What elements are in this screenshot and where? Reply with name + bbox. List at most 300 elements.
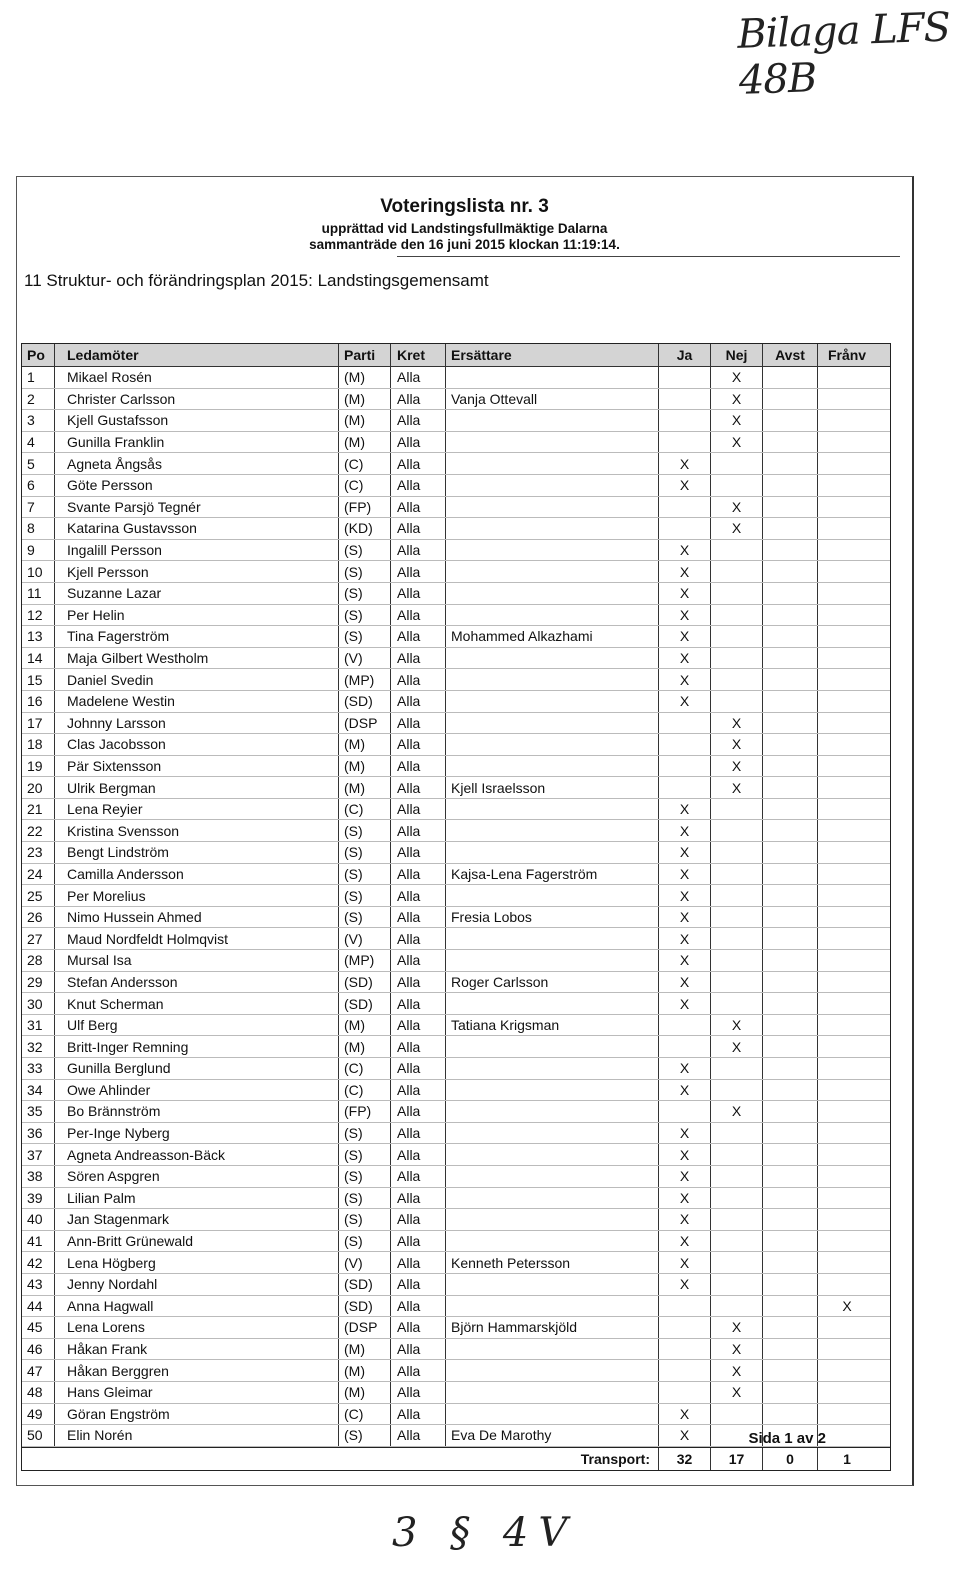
cell-ja: X	[659, 475, 711, 496]
cell-ersattare	[446, 691, 659, 712]
cell-nej: X	[711, 1036, 763, 1057]
cell-nej	[711, 1188, 763, 1209]
cell-parti: (V)	[339, 928, 391, 949]
cell-nej: X	[711, 367, 763, 388]
col-header-franv: Frånv	[827, 347, 867, 363]
cell-avst	[763, 1036, 818, 1057]
cell-nej: X	[711, 713, 763, 734]
transport-ja-total: 32	[659, 1448, 711, 1470]
cell-kret: Alla	[391, 799, 446, 820]
cell-franv	[818, 1317, 876, 1338]
cell-ersattare	[446, 1188, 659, 1209]
cell-parti: (SD)	[339, 691, 391, 712]
cell-po: 2	[22, 389, 55, 410]
cell-ja	[659, 1382, 711, 1403]
cell-nej: X	[711, 518, 763, 539]
cell-ja: X	[659, 864, 711, 885]
cell-nej: X	[711, 1101, 763, 1122]
cell-parti: (M)	[339, 1360, 391, 1381]
cell-ja: X	[659, 669, 711, 690]
cell-franv	[818, 475, 876, 496]
cell-name: Bo Brännström	[55, 1101, 339, 1122]
cell-name: Anna Hagwall	[55, 1296, 339, 1317]
cell-avst	[763, 864, 818, 885]
table-row	[22, 993, 890, 1015]
cell-avst	[763, 605, 818, 626]
cell-avst	[763, 842, 818, 863]
cell-name: Jenny Nordahl	[55, 1274, 339, 1295]
cell-franv	[818, 842, 876, 863]
cell-nej	[711, 1209, 763, 1230]
cell-nej	[711, 1404, 763, 1425]
cell-parti: (M)	[339, 367, 391, 388]
cell-nej	[711, 583, 763, 604]
cell-ja: X	[659, 605, 711, 626]
cell-kret: Alla	[391, 756, 446, 777]
cell-name: Britt-Inger Remning	[55, 1036, 339, 1057]
cell-name: Svante Parsjö Tegnér	[55, 497, 339, 518]
table-row	[22, 475, 890, 497]
cell-name: Kjell Persson	[55, 561, 339, 582]
cell-franv	[818, 1015, 876, 1036]
cell-name: Owe Ahlinder	[55, 1080, 339, 1101]
cell-po: 50	[22, 1425, 55, 1446]
cell-parti: (C)	[339, 1404, 391, 1425]
header-divider	[397, 256, 900, 257]
table-row	[22, 820, 890, 842]
cell-nej: X	[711, 1317, 763, 1338]
cell-nej: X	[711, 389, 763, 410]
cell-kret: Alla	[391, 389, 446, 410]
cell-kret: Alla	[391, 561, 446, 582]
cell-avst	[763, 583, 818, 604]
cell-avst	[763, 410, 818, 431]
cell-ja: X	[659, 1188, 711, 1209]
table-row	[22, 1317, 890, 1339]
cell-name: Ann-Britt Grünewald	[55, 1231, 339, 1252]
table-row	[22, 1123, 890, 1145]
cell-kret: Alla	[391, 1382, 446, 1403]
cell-ersattare	[446, 561, 659, 582]
table-header-row	[22, 344, 890, 367]
cell-name: Christer Carlsson	[55, 389, 339, 410]
cell-po: 46	[22, 1339, 55, 1360]
cell-name: Gunilla Berglund	[55, 1058, 339, 1079]
cell-name: Johnny Larsson	[55, 713, 339, 734]
cell-ja: X	[659, 1274, 711, 1295]
cell-parti: (M)	[339, 389, 391, 410]
cell-ersattare	[446, 1382, 659, 1403]
cell-kret: Alla	[391, 993, 446, 1014]
table-row	[22, 626, 890, 648]
cell-po: 29	[22, 972, 55, 993]
col-header-parti: Parti	[339, 344, 391, 366]
cell-ersattare: Fresia Lobos	[446, 907, 659, 928]
cell-name: Lilian Palm	[55, 1188, 339, 1209]
cell-ersattare	[446, 1231, 659, 1252]
cell-nej: X	[711, 1015, 763, 1036]
col-header-ja: Ja	[659, 344, 711, 366]
cell-kret: Alla	[391, 669, 446, 690]
cell-ja: X	[659, 1166, 711, 1187]
cell-ersattare	[446, 1296, 659, 1317]
cell-franv	[818, 605, 876, 626]
cell-kret: Alla	[391, 626, 446, 647]
cell-kret: Alla	[391, 777, 446, 798]
cell-ja: X	[659, 820, 711, 841]
cell-kret: Alla	[391, 1166, 446, 1187]
cell-kret: Alla	[391, 648, 446, 669]
cell-ersattare	[446, 756, 659, 777]
cell-kret: Alla	[391, 475, 446, 496]
cell-ersattare	[446, 1036, 659, 1057]
cell-franv	[818, 756, 876, 777]
table-row	[22, 777, 890, 799]
cell-kret: Alla	[391, 1080, 446, 1101]
cell-franv	[818, 648, 876, 669]
cell-ersattare	[446, 497, 659, 518]
cell-avst	[763, 389, 818, 410]
cell-name: Kjell Gustafsson	[55, 410, 339, 431]
cell-po: 5	[22, 453, 55, 474]
cell-ja: X	[659, 1144, 711, 1165]
table-row	[22, 1252, 890, 1274]
table-row	[22, 950, 890, 972]
cell-ersattare: Björn Hammarskjöld	[446, 1317, 659, 1338]
cell-po: 23	[22, 842, 55, 863]
cell-avst	[763, 1404, 818, 1425]
cell-nej	[711, 1080, 763, 1101]
cell-ersattare	[446, 605, 659, 626]
cell-franv	[818, 1101, 876, 1122]
cell-po: 3	[22, 410, 55, 431]
cell-franv	[818, 734, 876, 755]
cell-parti: (M)	[339, 756, 391, 777]
cell-nej	[711, 1252, 763, 1273]
cell-ersattare	[446, 842, 659, 863]
cell-ja	[659, 518, 711, 539]
table-row	[22, 453, 890, 475]
cell-ja: X	[659, 453, 711, 474]
cell-name: Lena Lorens	[55, 1317, 339, 1338]
cell-nej	[711, 1123, 763, 1144]
cell-ersattare	[446, 648, 659, 669]
cell-ja: X	[659, 928, 711, 949]
cell-ersattare	[446, 993, 659, 1014]
handwritten-annotation-bottom: 3 § 4V	[392, 1510, 578, 1556]
cell-kret: Alla	[391, 820, 446, 841]
cell-franv	[818, 1382, 876, 1403]
cell-name: Mikael Rosén	[55, 367, 339, 388]
cell-parti: (SD)	[339, 1274, 391, 1295]
cell-ersattare: Tatiana Krigsman	[446, 1015, 659, 1036]
cell-avst	[763, 820, 818, 841]
cell-nej	[711, 972, 763, 993]
cell-kret: Alla	[391, 864, 446, 885]
cell-parti: (MP)	[339, 669, 391, 690]
cell-name: Mursal Isa	[55, 950, 339, 971]
cell-ja: X	[659, 691, 711, 712]
table-row	[22, 367, 890, 389]
cell-avst	[763, 1339, 818, 1360]
cell-franv	[818, 367, 876, 388]
cell-nej	[711, 993, 763, 1014]
cell-franv	[818, 1360, 876, 1381]
cell-avst	[763, 885, 818, 906]
cell-franv: X	[842, 1297, 852, 1314]
cell-kret: Alla	[391, 432, 446, 453]
cell-ersattare	[446, 799, 659, 820]
cell-nej	[711, 561, 763, 582]
cell-franv	[818, 1058, 876, 1079]
cell-kret: Alla	[391, 713, 446, 734]
cell-name: Daniel Svedin	[55, 669, 339, 690]
cell-parti: (MP)	[339, 950, 391, 971]
cell-avst	[763, 1080, 818, 1101]
cell-ersattare: Eva De Marothy	[446, 1425, 659, 1446]
cell-ja: X	[659, 1404, 711, 1425]
cell-franv	[818, 713, 876, 734]
cell-kret: Alla	[391, 1209, 446, 1230]
cell-avst	[763, 734, 818, 755]
table-row	[22, 432, 890, 454]
cell-ja	[659, 410, 711, 431]
cell-ersattare	[446, 1274, 659, 1295]
table-body	[22, 367, 890, 1447]
cell-franv	[818, 583, 876, 604]
cell-name: Ulrik Bergman	[55, 777, 339, 798]
cell-nej: X	[711, 1382, 763, 1403]
cell-ja: X	[659, 993, 711, 1014]
cell-nej	[711, 1166, 763, 1187]
cell-avst	[763, 1209, 818, 1230]
cell-franv	[818, 497, 876, 518]
table-row	[22, 561, 890, 583]
cell-ja	[659, 389, 711, 410]
cell-name: Agneta Ångsås	[55, 453, 339, 474]
cell-franv	[818, 993, 876, 1014]
cell-po: 17	[22, 713, 55, 734]
cell-name: Elin Norén	[55, 1425, 339, 1446]
cell-ja	[659, 367, 711, 388]
cell-ja	[659, 734, 711, 755]
cell-kret: Alla	[391, 928, 446, 949]
cell-kret: Alla	[391, 1296, 446, 1317]
cell-franv	[818, 691, 876, 712]
cell-parti: (S)	[339, 540, 391, 561]
cell-parti: (M)	[339, 734, 391, 755]
cell-name: Lena Reyier	[55, 799, 339, 820]
cell-ja: X	[659, 1231, 711, 1252]
cell-franv	[818, 669, 876, 690]
cell-nej	[711, 691, 763, 712]
cell-name: Maud Nordfeldt Holmqvist	[55, 928, 339, 949]
cell-po: 22	[22, 820, 55, 841]
cell-ja	[659, 1317, 711, 1338]
cell-avst	[763, 475, 818, 496]
cell-franv	[818, 777, 876, 798]
cell-kret: Alla	[391, 1231, 446, 1252]
cell-name: Per Helin	[55, 605, 339, 626]
cell-name: Clas Jacobsson	[55, 734, 339, 755]
cell-po: 40	[22, 1209, 55, 1230]
cell-franv	[818, 1123, 876, 1144]
cell-ja: X	[659, 561, 711, 582]
cell-po: 48	[22, 1382, 55, 1403]
cell-parti: (SD)	[339, 972, 391, 993]
col-header-ledamoter: Ledamöter	[55, 344, 339, 366]
cell-parti: (M)	[339, 1015, 391, 1036]
cell-ersattare	[446, 432, 659, 453]
cell-franv	[818, 1188, 876, 1209]
cell-avst	[763, 367, 818, 388]
cell-ersattare	[446, 1144, 659, 1165]
cell-parti: (C)	[339, 799, 391, 820]
table-row	[22, 1274, 890, 1296]
cell-po: 4	[22, 432, 55, 453]
cell-franv	[818, 540, 876, 561]
cell-franv	[818, 1339, 876, 1360]
cell-parti: (V)	[339, 648, 391, 669]
table-row	[22, 1404, 890, 1426]
cell-ersattare	[446, 540, 659, 561]
cell-po: 39	[22, 1188, 55, 1209]
cell-nej	[711, 1231, 763, 1252]
cell-name: Göte Persson	[55, 475, 339, 496]
cell-ja	[659, 713, 711, 734]
table-row	[22, 1015, 890, 1037]
cell-po: 12	[22, 605, 55, 626]
cell-name: Madelene Westin	[55, 691, 339, 712]
cell-name: Knut Scherman	[55, 993, 339, 1014]
cell-ja	[659, 1360, 711, 1381]
cell-name: Håkan Berggren	[55, 1360, 339, 1381]
cell-parti: (S)	[339, 842, 391, 863]
cell-parti: (S)	[339, 1231, 391, 1252]
cell-avst	[763, 453, 818, 474]
cell-name: Pär Sixtensson	[55, 756, 339, 777]
table-row	[22, 691, 890, 713]
cell-kret: Alla	[391, 734, 446, 755]
cell-avst	[763, 972, 818, 993]
cell-kret: Alla	[391, 1101, 446, 1122]
table-row	[22, 497, 890, 519]
table-row	[22, 842, 890, 864]
transport-row	[22, 1447, 890, 1470]
cell-franv	[818, 1252, 876, 1273]
cell-ersattare	[446, 820, 659, 841]
cell-avst	[763, 993, 818, 1014]
cell-avst	[763, 1101, 818, 1122]
cell-parti: (S)	[339, 1209, 391, 1230]
table-row	[22, 583, 890, 605]
cell-ersattare	[446, 453, 659, 474]
cell-po: 38	[22, 1166, 55, 1187]
cell-parti: (V)	[339, 1252, 391, 1273]
cell-franv	[818, 410, 876, 431]
cell-franv	[818, 864, 876, 885]
cell-parti: (M)	[339, 432, 391, 453]
cell-kret: Alla	[391, 972, 446, 993]
cell-nej	[711, 864, 763, 885]
transport-label: Transport:	[22, 1448, 659, 1470]
cell-ersattare	[446, 410, 659, 431]
cell-franv	[818, 1166, 876, 1187]
cell-po: 36	[22, 1123, 55, 1144]
cell-kret: Alla	[391, 1015, 446, 1036]
cell-parti: (FP)	[339, 497, 391, 518]
cell-franv	[818, 972, 876, 993]
cell-franv	[818, 907, 876, 928]
table-row	[22, 518, 890, 540]
cell-po: 30	[22, 993, 55, 1014]
cell-kret: Alla	[391, 1252, 446, 1273]
cell-po: 24	[22, 864, 55, 885]
cell-name: Tina Fagerström	[55, 626, 339, 647]
cell-ersattare	[446, 734, 659, 755]
cell-parti: (M)	[339, 410, 391, 431]
cell-po: 18	[22, 734, 55, 755]
cell-kret: Alla	[391, 1425, 446, 1446]
cell-parti: (SD)	[339, 1296, 391, 1317]
cell-franv	[818, 1144, 876, 1165]
cell-parti: (S)	[339, 626, 391, 647]
cell-name: Camilla Andersson	[55, 864, 339, 885]
col-header-po: Po	[22, 344, 55, 366]
table-row	[22, 389, 890, 411]
voting-table	[21, 343, 891, 1471]
cell-po: 47	[22, 1360, 55, 1381]
cell-ja: X	[659, 1058, 711, 1079]
table-row	[22, 1101, 890, 1123]
cell-po: 25	[22, 885, 55, 906]
cell-franv	[818, 1404, 876, 1425]
table-row	[22, 1080, 890, 1102]
cell-ersattare	[446, 928, 659, 949]
cell-kret: Alla	[391, 907, 446, 928]
table-row	[22, 885, 890, 907]
table-row	[22, 540, 890, 562]
cell-ja: X	[659, 1425, 711, 1446]
cell-po: 32	[22, 1036, 55, 1057]
cell-ersattare: Kajsa-Lena Fagerström	[446, 864, 659, 885]
cell-ja: X	[659, 1209, 711, 1230]
cell-avst	[763, 691, 818, 712]
document-title: Voteringslista nr. 3	[380, 196, 549, 217]
cell-ja: X	[659, 1080, 711, 1101]
cell-franv	[818, 1036, 876, 1057]
cell-po: 15	[22, 669, 55, 690]
cell-name: Kristina Svensson	[55, 820, 339, 841]
table-row	[22, 928, 890, 950]
cell-parti: (S)	[339, 1166, 391, 1187]
cell-ja	[659, 1036, 711, 1057]
cell-avst	[763, 713, 818, 734]
cell-ja: X	[659, 626, 711, 647]
cell-ersattare	[446, 1360, 659, 1381]
cell-ersattare	[446, 1080, 659, 1101]
cell-avst	[763, 669, 818, 690]
cell-ersattare	[446, 1058, 659, 1079]
cell-ja	[659, 497, 711, 518]
cell-parti: (S)	[339, 605, 391, 626]
cell-name: Suzanne Lazar	[55, 583, 339, 604]
cell-po: 41	[22, 1231, 55, 1252]
cell-ersattare	[446, 950, 659, 971]
cell-franv	[818, 950, 876, 971]
cell-nej	[711, 648, 763, 669]
cell-ersattare	[446, 1166, 659, 1187]
